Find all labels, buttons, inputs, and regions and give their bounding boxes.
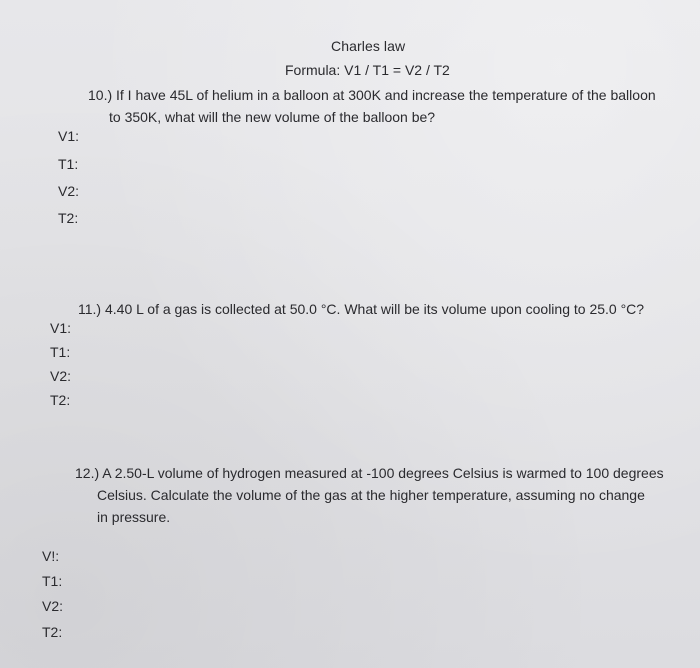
question-text: If I have 45L of helium in a balloon at 300K and increase the temperature of the balloon (116, 87, 656, 103)
question-number: 12.) (75, 465, 100, 481)
question-12 (75, 462, 690, 528)
label-v2: V2: (42, 598, 64, 614)
label-v2: V2: (50, 368, 72, 384)
label-t2: T2: (58, 210, 79, 226)
label-t1: T1: (42, 573, 63, 589)
label-t1: T1: (50, 344, 71, 360)
question-11 (78, 298, 688, 320)
label-t2: T2: (50, 392, 71, 408)
page-title: Charles law (331, 38, 406, 54)
question-text: 4.40 L of a gas is collected at 50.0 °C. What will be its volume upon cooling to 25.0 °C? (104, 301, 645, 317)
question-10 (88, 84, 688, 128)
label-v2: V2: (58, 183, 80, 199)
label-t2: T2: (42, 624, 63, 640)
label-t1: T1: (58, 156, 79, 172)
question-number: 11.) (78, 301, 102, 317)
formula-line: Formula: V1 / T1 = V2 / T2 (285, 62, 450, 78)
question-text-continued: in pressure. (97, 509, 171, 525)
label-v1: V1: (50, 320, 72, 336)
question-text: A 2.50-L volume of hydrogen measured at -100 degrees Celsius is warmed to 100 degrees (102, 465, 664, 481)
question-number: 10.) (88, 87, 113, 103)
label-v1: V!: (42, 548, 60, 564)
question-text-continued: Celsius. Calculate the volume of the gas at the higher temperature, assuming no change (97, 487, 645, 503)
question-text-continued: to 350K, what will the new volume of the balloon be? (109, 109, 436, 125)
label-v1: V1: (58, 128, 80, 144)
